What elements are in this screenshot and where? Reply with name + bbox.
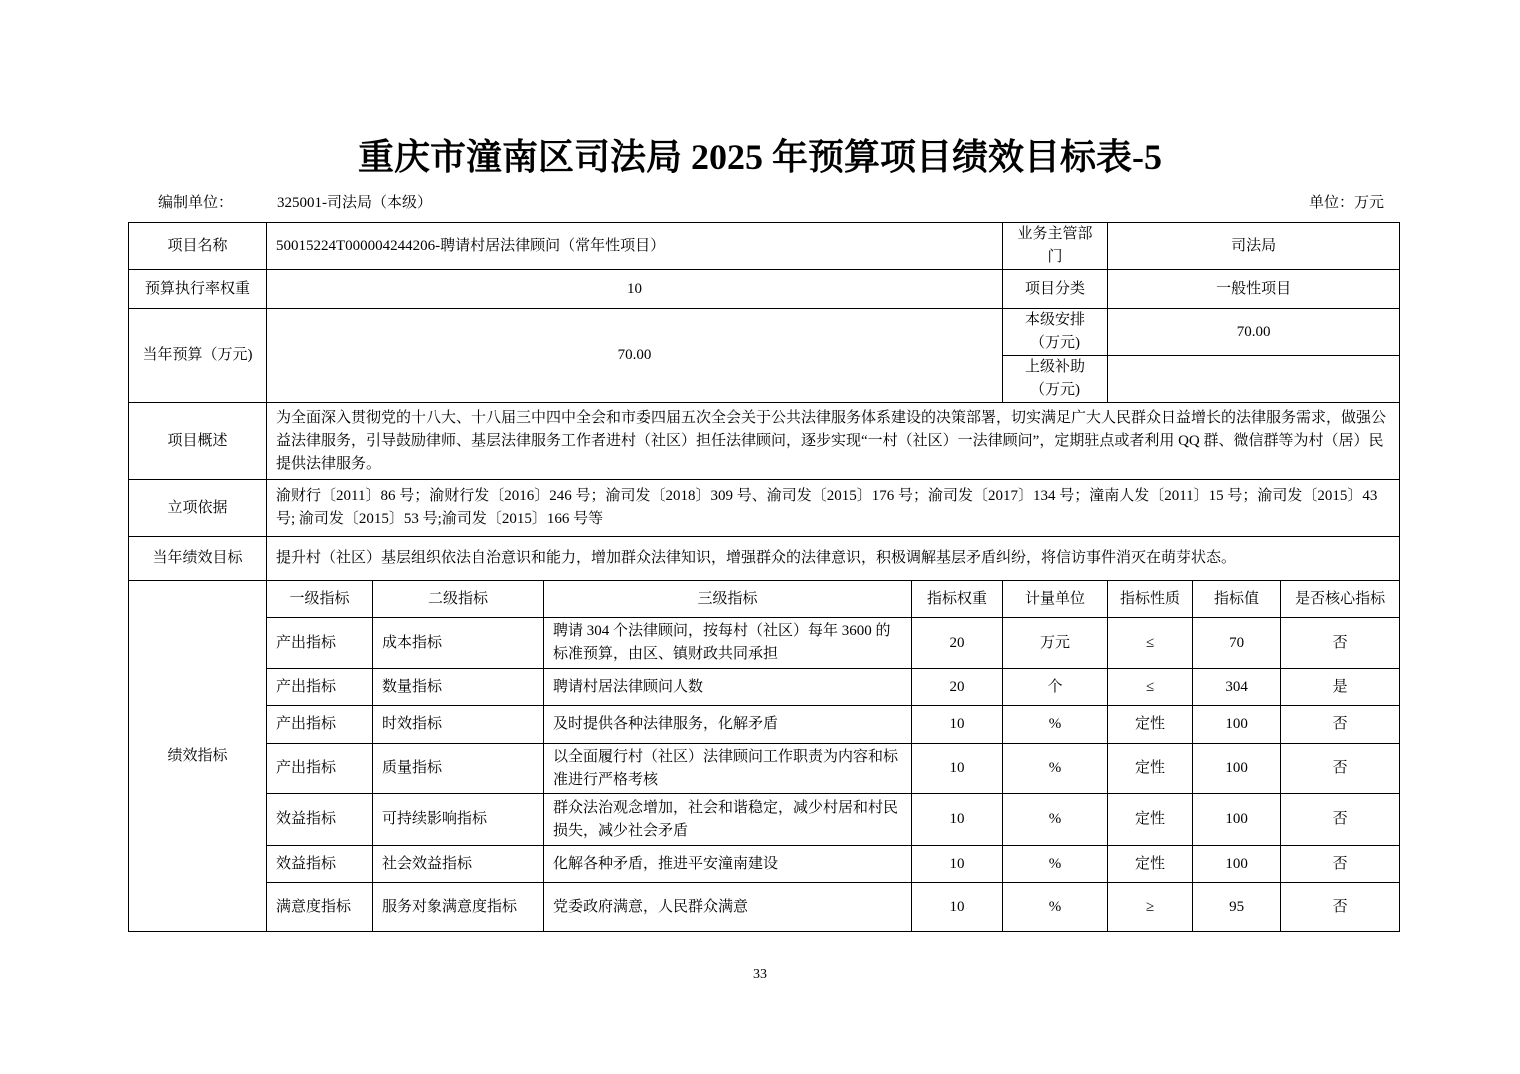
level1-cell: 满意度指标 <box>267 883 373 932</box>
table-row <box>129 883 1400 932</box>
level1-cell: 效益指标 <box>267 794 373 846</box>
nature-cell: 定性 <box>1108 706 1193 744</box>
basis-label: 立项依据 <box>129 480 267 537</box>
core-cell: 否 <box>1281 883 1400 932</box>
weight-cell: 20 <box>912 669 1003 706</box>
currency-unit: 单位：万元 <box>1309 195 1385 211</box>
unit-cell: 个 <box>1003 669 1108 706</box>
overview-text: 为全面深入贯彻党的十八大、十八届三中四中全会和市委四届五次全会关于公共法律服务体系建设的决策部署，切实满足广大人民群众日益增长的法律服务需求，做强公益法律服务，引导鼓励律师、基层法律服务工作者进村（社区）担任法律顾问，逐步实现“一村（社区）一法律顾问”，定期驻点或者利用 QQ 群、微信群等为村（居）民提供法律服务。 <box>267 403 1400 480</box>
local-budget-label: 本级安排（万元) <box>1003 309 1108 356</box>
project-name-label: 项目名称 <box>129 223 267 270</box>
row-project-name <box>129 223 1400 270</box>
dept-value: 司法局 <box>1108 223 1400 270</box>
value-cell: 100 <box>1193 846 1281 883</box>
level3-cell: 化解各种矛盾，推进平安潼南建设 <box>544 846 912 883</box>
level3-cell: 聘请 304 个法律顾问，按每村（社区）每年 3600 的标准预算，由区、镇财政共同承担 <box>544 618 912 669</box>
level1-cell: 产出指标 <box>267 618 373 669</box>
header-weight: 指标权重 <box>912 581 1003 618</box>
row-overview <box>129 403 1400 480</box>
value-cell: 100 <box>1193 744 1281 794</box>
level1-cell: 效益指标 <box>267 846 373 883</box>
value-cell: 100 <box>1193 794 1281 846</box>
category-value: 一般性项目 <box>1108 270 1400 309</box>
core-cell: 否 <box>1281 794 1400 846</box>
weight-cell: 10 <box>912 706 1003 744</box>
basis-text: 渝财行〔2011〕86 号；渝财行发〔2016〕246 号；渝司发〔2018〕309 号、渝司发〔2015〕176 号；渝司发〔2017〕134 号；潼南人发〔2011〕15 号；渝司发〔2015〕43 号; 渝司发〔2015〕53 号;渝司发〔2015〕166 号等 <box>267 480 1400 537</box>
project-name-value: 50015224T000004244206-聘请村居法律顾问（常年性项目） <box>267 223 1003 270</box>
value-cell: 100 <box>1193 706 1281 744</box>
weight-cell: 10 <box>912 744 1003 794</box>
unit-cell: % <box>1003 846 1108 883</box>
level2-cell: 可持续影响指标 <box>373 794 544 846</box>
page-number: 33 <box>753 967 767 982</box>
level2-cell: 社会效益指标 <box>373 846 544 883</box>
table-row <box>129 618 1400 669</box>
unit-cell: % <box>1003 794 1108 846</box>
weight-cell: 10 <box>912 846 1003 883</box>
budget-weight-value: 10 <box>267 270 1003 309</box>
goal-text: 提升村（社区）基层组织依法自治意识和能力，增加群众法律知识，增强群众的法律意识，积极调解基层矛盾纠纷，将信访事件消灭在萌芽状态。 <box>267 537 1400 581</box>
row-annual-budget-a <box>129 309 1400 356</box>
overview-label: 项目概述 <box>129 403 267 480</box>
level1-cell: 产出指标 <box>267 706 373 744</box>
performance-target-table <box>128 222 1400 932</box>
nature-cell: 定性 <box>1108 794 1193 846</box>
nature-cell: 定性 <box>1108 846 1193 883</box>
unit-cell: % <box>1003 744 1108 794</box>
value-cell: 70 <box>1193 618 1281 669</box>
table-row <box>129 669 1400 706</box>
compiling-unit-value: 325001-司法局（本级） <box>277 195 432 211</box>
row-budget-weight <box>129 270 1400 309</box>
unit-cell: % <box>1003 706 1108 744</box>
header-unit: 计量单位 <box>1003 581 1108 618</box>
annual-budget-label: 当年预算（万元) <box>129 309 267 403</box>
header-level1: 一级指标 <box>267 581 373 618</box>
level1-cell: 产出指标 <box>267 744 373 794</box>
level2-cell: 数量指标 <box>373 669 544 706</box>
document-title: 重庆市潼南区司法局 2025 年预算项目绩效目标表-5 <box>358 137 1162 177</box>
goal-label: 当年绩效目标 <box>129 537 267 581</box>
header-value: 指标值 <box>1193 581 1281 618</box>
header-level2: 二级指标 <box>373 581 544 618</box>
value-cell: 304 <box>1193 669 1281 706</box>
core-cell: 否 <box>1281 706 1400 744</box>
value-cell: 95 <box>1193 883 1281 932</box>
weight-cell: 10 <box>912 883 1003 932</box>
compiling-unit-label: 编制单位： <box>158 195 234 211</box>
category-label: 项目分类 <box>1003 270 1108 309</box>
core-cell: 否 <box>1281 846 1400 883</box>
header-core: 是否核心指标 <box>1281 581 1400 618</box>
level2-cell: 时效指标 <box>373 706 544 744</box>
nature-cell: 定性 <box>1108 744 1193 794</box>
core-cell: 否 <box>1281 618 1400 669</box>
table-row <box>129 794 1400 846</box>
superior-subsidy-label: 上级补助（万元) <box>1003 356 1108 403</box>
unit-cell: % <box>1003 883 1108 932</box>
table-row <box>129 846 1400 883</box>
annual-budget-value: 70.00 <box>267 309 1003 403</box>
superior-subsidy-value <box>1108 356 1400 403</box>
row-goal <box>129 537 1400 581</box>
unit-cell: 万元 <box>1003 618 1108 669</box>
core-cell: 是 <box>1281 669 1400 706</box>
table-row <box>129 706 1400 744</box>
core-cell: 否 <box>1281 744 1400 794</box>
header-level3: 三级指标 <box>544 581 912 618</box>
nature-cell: ≥ <box>1108 883 1193 932</box>
level1-cell: 产出指标 <box>267 669 373 706</box>
level2-cell: 服务对象满意度指标 <box>373 883 544 932</box>
level3-cell: 以全面履行村（社区）法律顾问工作职责为内容和标准进行严格考核 <box>544 744 912 794</box>
header-nature: 指标性质 <box>1108 581 1193 618</box>
indicator-header-row <box>129 581 1400 618</box>
row-basis <box>129 480 1400 537</box>
local-budget-value: 70.00 <box>1108 309 1400 356</box>
table-row <box>129 744 1400 794</box>
weight-cell: 20 <box>912 618 1003 669</box>
level3-cell: 群众法治观念增加，社会和谐稳定，减少村居和村民损失，减少社会矛盾 <box>544 794 912 846</box>
level2-cell: 质量指标 <box>373 744 544 794</box>
level2-cell: 成本指标 <box>373 618 544 669</box>
dept-label: 业务主管部门 <box>1003 223 1108 270</box>
budget-weight-label: 预算执行率权重 <box>129 270 267 309</box>
level3-cell: 聘请村居法律顾问人数 <box>544 669 912 706</box>
nature-cell: ≤ <box>1108 669 1193 706</box>
level3-cell: 及时提供各种法律服务，化解矛盾 <box>544 706 912 744</box>
weight-cell: 10 <box>912 794 1003 846</box>
nature-cell: ≤ <box>1108 618 1193 669</box>
indicators-section-label: 绩效指标 <box>129 581 267 932</box>
level3-cell: 党委政府满意，人民群众满意 <box>544 883 912 932</box>
